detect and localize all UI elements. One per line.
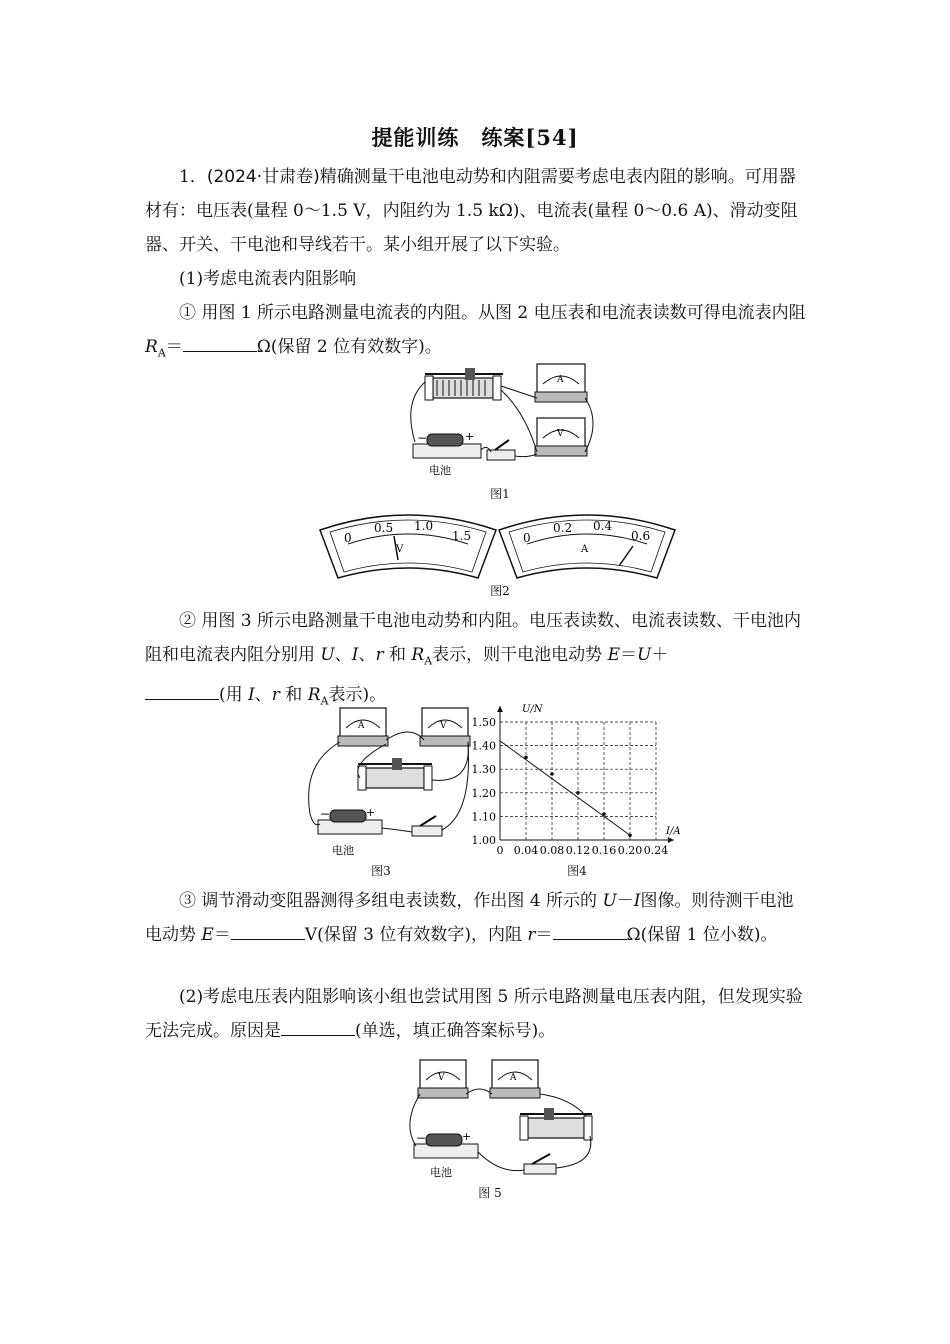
answer-blank-emf-expr[interactable]	[145, 681, 219, 700]
a-tick-06: 0.6	[631, 529, 651, 543]
chart-xlabel: I/A	[666, 826, 681, 837]
sep-3: 、	[254, 685, 272, 706]
eq-4: ＝	[535, 925, 553, 945]
a-tick-02: 0.2	[553, 521, 573, 535]
q1-intro-text: 精确测量干电池电动势和内阻需要考虑电表内阻的影响。可用器材有：电压表(量程 0～1.5 V，内阻约为 1.5 kΩ)、电流表(量程 0～0.6 A)、滑动变阻器、开关、干电池和导线若干。某小组开展了以下实验。	[145, 167, 798, 255]
answer-blank-r[interactable]	[553, 921, 627, 940]
voltmeter-label: V	[557, 429, 564, 439]
step3-text-a: ③ 调节滑动变阻器测得多组电表读数，作出图 4 所示的	[179, 891, 603, 911]
a-tick-04: 0.4	[593, 519, 613, 533]
v-tick-05: 0.5	[374, 521, 394, 535]
figure-2-ammeter-dial	[497, 508, 677, 580]
sym-r: R	[145, 337, 158, 357]
sep-1: 、	[334, 645, 352, 665]
fig5-ammeter	[490, 1060, 540, 1098]
x-tick-label: 0.08	[539, 844, 565, 857]
x-axis-arrow	[668, 837, 674, 843]
and-1: 和	[383, 645, 412, 665]
battery-minus: −	[417, 431, 428, 445]
fit-line	[500, 741, 630, 835]
and-2: 和	[279, 685, 308, 706]
sym-sub-a: A	[157, 346, 166, 360]
data-point	[602, 812, 606, 816]
sym-e-2: E	[201, 925, 214, 945]
chart-grid	[500, 722, 656, 840]
fig5-battery-label: 电池	[430, 1166, 452, 1179]
part2-text-a: (2)考虑电压表内阻影响该小组也尝试用图 5 所示电路测量电压表内阻，但发现实验无法完成。原因是	[145, 987, 803, 1041]
step3-text-b: 图像。则待测干电池电动势	[145, 891, 794, 945]
step3-text-d: Ω(保留 1 位小数)。	[626, 925, 778, 945]
fig1-caption: 图1	[490, 487, 510, 501]
fig3-rheostat	[358, 758, 432, 790]
q1-intro	[145, 160, 810, 262]
sym-sub-a-3: A	[320, 694, 329, 708]
battery	[413, 430, 481, 477]
sym-u-3: U	[602, 891, 617, 911]
fig5-voltmeter	[418, 1060, 468, 1098]
figure-1-circuit	[395, 362, 605, 480]
q1-source: (2024·甘肃卷)	[206, 167, 320, 187]
page-title: 提能训练 练案[54]	[371, 125, 579, 150]
battery-plus: +	[465, 430, 475, 443]
v-tick-15: 1.5	[452, 529, 472, 543]
sym-sub-a-2: A	[424, 654, 433, 668]
y-tick-label: 1.00	[471, 834, 496, 847]
fig5-switch	[524, 1154, 556, 1174]
y-tick-label: 1.10	[471, 810, 496, 824]
answer-blank-ra[interactable]	[183, 333, 257, 352]
step1-text-a: ① 用图 1 所示电路测量电流表的内阻。从图 2 电压表和电流表读数可得电流表内阻	[179, 303, 806, 323]
part2-text	[145, 980, 810, 1048]
step2-text-b: 表示，则干电池电动势	[432, 645, 608, 665]
plus-1: ＋	[651, 645, 669, 665]
ammeter-top	[535, 364, 587, 402]
rheostat	[425, 368, 503, 400]
chart-ylabel: U/N	[522, 704, 543, 715]
fig5-ammeter-label: A	[510, 1073, 517, 1083]
step2-text-c: (用	[219, 685, 249, 706]
fig2-caption: 图2	[490, 584, 510, 598]
sym-r-small: r	[375, 645, 384, 665]
q1-number: 1．	[179, 167, 207, 187]
sym-i-2: I	[248, 685, 255, 706]
fig3-caption: 图3	[371, 864, 391, 878]
data-point	[628, 833, 632, 837]
fig5-battery	[414, 1130, 478, 1179]
sym-r-small-2: r	[271, 685, 280, 706]
sym-u-2: U	[637, 645, 652, 665]
voltmeter	[535, 418, 587, 456]
answer-blank-emf[interactable]	[231, 921, 305, 940]
sym-r-3: R	[307, 685, 321, 706]
sym-u: U	[320, 645, 335, 665]
data-point	[524, 756, 528, 760]
step1-eq: ＝	[165, 337, 183, 357]
sym-r-2: R	[411, 645, 425, 665]
minus-1: －	[616, 891, 634, 911]
part2-text-end: (单选，填正确答案标号)。	[355, 1021, 556, 1041]
fig4-caption: 图4	[567, 864, 587, 878]
step1-text	[145, 296, 810, 370]
a-dial-label: A	[581, 544, 589, 555]
sym-i: I	[351, 645, 359, 665]
eq-3: ＝	[213, 925, 231, 945]
sym-r-small-3: r	[527, 925, 536, 945]
a-tick-0: 0	[523, 531, 531, 545]
battery-label: 电池	[429, 464, 451, 477]
sym-e: E	[607, 645, 620, 665]
fig3-battery-minus: −	[320, 807, 331, 821]
fig5-battery-plus: +	[462, 1130, 472, 1143]
y-tick-label: 1.40	[471, 739, 496, 753]
x-tick-label: 0	[496, 844, 504, 857]
v-dial-label: V	[396, 544, 404, 555]
y-tick-label: 1.50	[471, 716, 496, 729]
part1-title: (1)考虑电流表内阻影响	[179, 269, 357, 289]
fig3-ammeter-label: A	[358, 721, 365, 731]
step3-text	[145, 884, 810, 952]
eq-2: ＝	[620, 645, 637, 665]
fig5-battery-minus: −	[416, 1131, 427, 1145]
ammeter-label: A	[557, 375, 564, 385]
v-tick-0: 0	[344, 531, 352, 545]
data-point	[550, 772, 554, 776]
fig5-voltmeter-label: V	[438, 1073, 445, 1083]
sep-2: 、	[358, 645, 376, 665]
step1-text-c: Ω(保留 2 位有效数字)。	[256, 337, 442, 357]
x-tick-label: 0.12	[565, 844, 591, 857]
figure-5-circuit	[400, 1054, 600, 1184]
fig3-ammeter	[338, 708, 388, 746]
y-axis-arrow	[497, 706, 503, 712]
chart-axes	[497, 706, 674, 843]
fig3-switch	[412, 816, 442, 836]
fig3-battery-label: 电池	[332, 844, 354, 857]
figure-3-circuit	[300, 704, 472, 858]
x-tick-label: 0.20	[617, 844, 643, 857]
sym-i-3: I	[633, 891, 641, 911]
figure-2-voltmeter-dial	[318, 508, 498, 580]
fig3-voltmeter	[420, 708, 470, 746]
x-tick-label: 0.24	[643, 844, 669, 857]
y-tick-label: 1.20	[471, 786, 496, 800]
fig3-voltmeter-label: V	[440, 721, 447, 731]
x-tick-label: 0.16	[591, 844, 617, 857]
fig5-rheostat	[520, 1108, 592, 1140]
y-tick-label: 1.30	[471, 763, 496, 777]
fig3-battery	[318, 806, 382, 857]
answer-blank-choice[interactable]	[281, 1017, 355, 1036]
figure-4-chart	[466, 700, 696, 862]
x-tick-label: 0.04	[513, 844, 539, 857]
step2-text-d: 表示)。	[328, 685, 387, 706]
switch	[487, 440, 515, 460]
fig3-battery-plus: +	[366, 806, 376, 819]
chart-fit-line	[500, 741, 630, 835]
fig5-caption: 图 5	[478, 1186, 502, 1200]
step3-text-c: V(保留 3 位有效数字)，内阻	[304, 925, 528, 945]
data-point	[576, 791, 580, 795]
v-tick-10: 1.0	[414, 519, 434, 533]
chart-tick-labels	[472, 716, 669, 857]
step2-text-a: ② 用图 3 所示电路测量干电池电动势和内阻。电压表读数、电流表读数、干电池内阻和电流表内阻分别用	[145, 611, 802, 665]
